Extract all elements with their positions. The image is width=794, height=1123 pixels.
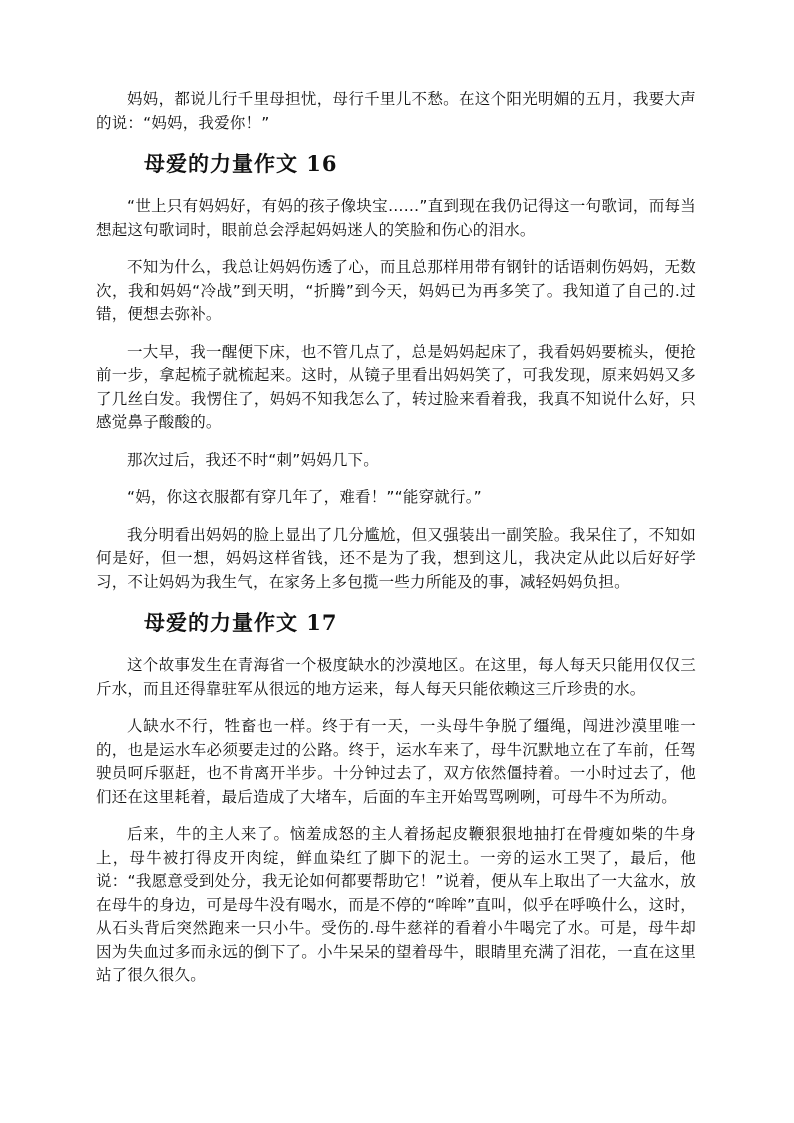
- section-16-paragraph-2: 不知为什么，我总让妈妈伤透了心，而且总那样用带有钢针的话语刺伤妈妈，无数次，我和妈妈“冷战”到天明，“折腾”到今天，妈妈已为再多笑了。我知道了自己的.过错，便想去弥补。: [96, 258, 696, 323]
- section-16-paragraph-6: 我分明看出妈妈的脸上显出了几分尴尬，但又强装出一副笑脸。我呆住了，不知如何是好，但一想，妈妈这样省钱，还不是为了我，想到这儿，我决定从此以后好好学习，不让妈妈为我生气，在家务上多包揽一些力所能及的事，减轻妈妈负担。: [96, 525, 696, 591]
- document-body: [96, 88, 696, 1002]
- section-17-paragraph-1: 这个故事发生在青海省一个极度缺水的沙漠地区。在这里，每人每天只能用仅仅三斤水，而且还得靠驻军从很远的地方运来，每人每天只能依赖这三斤珍贵的水。: [96, 656, 696, 698]
- section-16-paragraph-4: 那次过后，我还不时“刺”妈妈几下。: [127, 450, 379, 469]
- section-16-paragraph-5: “妈，你这衣服都有穿几年了，难看！”“能穿就行。”: [127, 488, 482, 506]
- section-17-paragraph-3: 后来，牛的主人来了。恼羞成怒的主人着扬起皮鞭狠狠地抽打在骨瘦如柴的牛身上，母牛被打得皮开肉绽，鲜血染红了脚下的泥土。一旁的运水工哭了，最后，他说：“我愿意受到处分，我无论如何都要帮助它！”说着，便从车上取出了一大盆水，放在母牛的身边，可是母牛没有喝水，而是不停的“哞哞”直叫，似乎在呼唤什么，这时，从石头背后突然跑来一只小牛。受伤的.母牛慈祥的看着小牛喝完了水。可是，母牛却因为失血过多而永远的倒下了。小牛呆呆的望着母牛，眼睛里充满了泪花，一直在这里站了很久很久。: [96, 825, 696, 984]
- section-16-paragraph-3: 一大早，我一醒便下床，也不管几点了，总是妈妈起床了，我看妈妈要梳头，便抢前一步，拿起梳子就梳起来。这时，从镜子里看出妈妈笑了，可我发现，原来妈妈又多了几丝白发。我愣住了，妈妈不知我怎么了，转过脸来看着我，我真不知说什么好，只感觉鼻子酸酸的。: [96, 342, 696, 431]
- section-17-title: 母爱的力量作文 17: [144, 610, 338, 635]
- section-16-paragraph-1: “世上只有妈妈好，有妈的孩子像块宝……”直到现在我仍记得这一句歌词，而每当想起这句歌词时，眼前总会浮起妈妈迷人的笑脸和伤心的泪水。: [96, 197, 696, 239]
- intro-paragraph: 妈妈，都说儿行千里母担忧，母行千里儿不愁。在这个阳光明媚的五月，我要大声的说：“妈妈，我爱你！”: [96, 90, 696, 132]
- section-16-title: 母爱的力量作文 16: [144, 151, 338, 176]
- section-17-paragraph-2: 人缺水不行，牲畜也一样。终于有一天，一头母牛争脱了缰绳，闯进沙漠里唯一的，也是运水车必须要走过的公路。终于，运水车来了，母牛沉默地立在了车前，任驾驶员呵斥驱赶，也不肯离开半步。十分钟过去了，双方依然僵持着。一小时过去了，他们还在这里耗着，最后造成了大堵车，后面的车主开始骂骂咧咧，可母牛不为所动。: [96, 717, 696, 806]
